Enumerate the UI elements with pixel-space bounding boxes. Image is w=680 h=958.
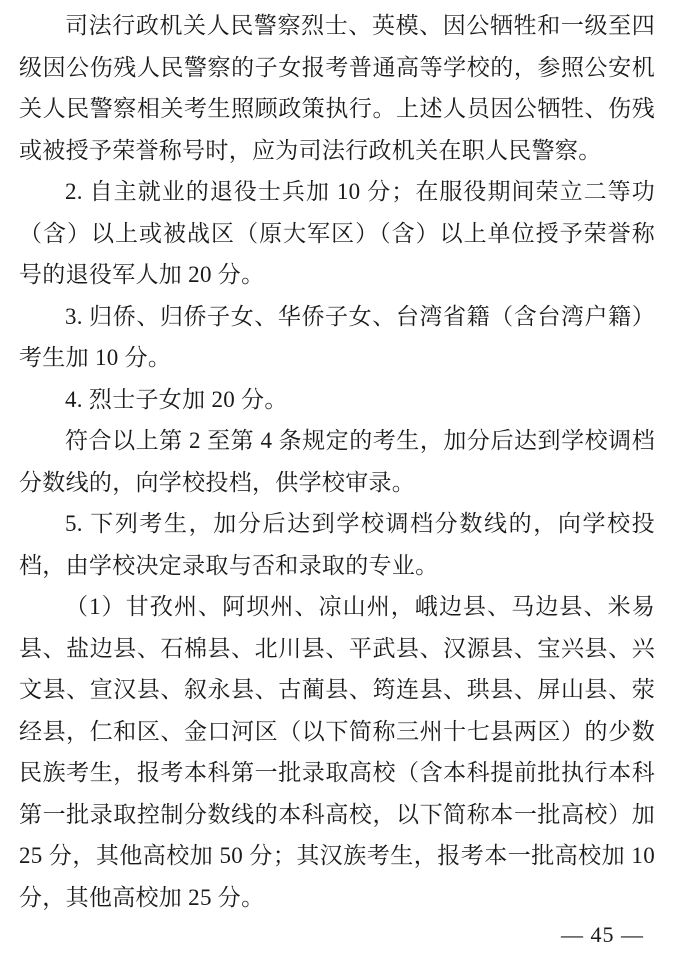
- paragraph-item-4-martyr-children: 4. 烈士子女加 20 分。: [65, 386, 288, 412]
- paragraph-items-2-4-summary: 符合以上第 2 至第 4 条规定的考生，加分后达到学校调档分数线的，向学校投档，供学校审录。: [19, 428, 655, 495]
- paragraph-item-2-veterans: 2. 自主就业的退役士兵加 10 分；在服役期间荣立二等功（含）以上或被战区（原大军区）（含）以上单位授予荣誉称号的退役军人加 20 分。: [19, 179, 655, 287]
- paragraph-item-5-1-minority-regions: （1）甘孜州、阿坝州、凉山州，峨边县、马边县、米易县、盐边县、石棉县、北川县、平武县、汉源县、宝兴县、兴文县、宣汉县、叙永县、古蔺县、筠连县、珙县、屏山县、荥经县，仁和区、金口河区（以下简称三州十七县两区）的少数民族考生，报考本科第一批录取高校（含本科提前批执行本科第一批录取控制分数线的本科高校，以下简称本一批高校）加 25 分，其他高校加 50 分；其汉族考生，报考本一批高校加 10 分，其他高校加 25 分。: [19, 594, 655, 910]
- page-number: — 45 —: [561, 922, 644, 947]
- paragraph-police-children-policy: 司法行政机关人民警察烈士、英模、因公牺牲和一级至四级因公伤残人民警察的子女报考普通高等学校的，参照公安机关人民警察相关考生照顾政策执行。上述人员因公牺牲、伤残或被授予荣誉称号时，应为司法行政机关在职人民警察。: [19, 13, 655, 163]
- paragraph-item-3-overseas-chinese: 3. 归侨、归侨子女、华侨子女、台湾省籍（含台湾户籍）考生加 10 分。: [19, 303, 655, 370]
- paragraph-item-5-intro: 5. 下列考生，加分后达到学校调档分数线的，向学校投档，由学校决定录取与否和录取的专业。: [19, 511, 655, 578]
